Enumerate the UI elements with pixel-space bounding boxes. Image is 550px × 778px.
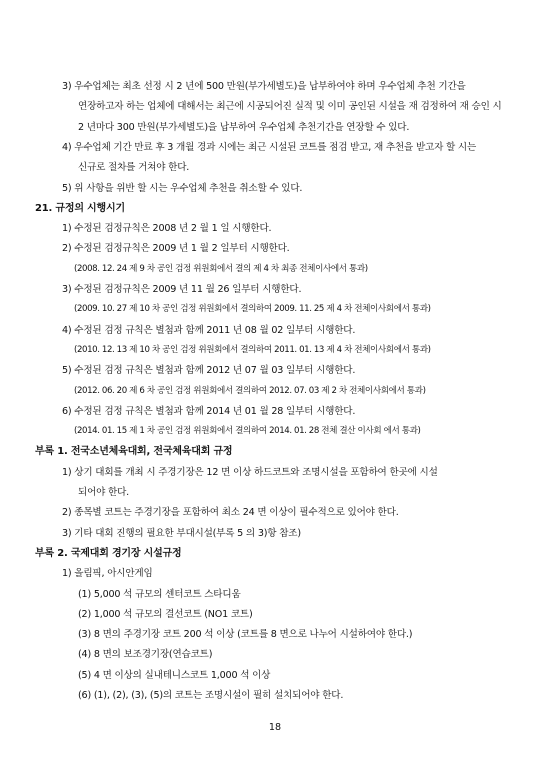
- text-line: (2) 1,000 석 규모의 결선코트 (NO1 코트): [78, 608, 253, 620]
- text-line: 2 년마다 300 만원(부가세별도)을 납부하여 우수업체 추천기간을 연장할 수 있다.: [78, 121, 410, 133]
- text-line: (5) 4 면 이상의 실내테니스코트 1,000 석 이상: [78, 669, 271, 681]
- text-line: 되어야 한다.: [78, 487, 130, 498]
- text-line: (6) (1), (2), (3), (5)의 코트는 조명시설이 필히 설치되어야 한다.: [78, 690, 344, 701]
- page-number: 18: [268, 722, 282, 733]
- text-line: (2012. 06. 20 제 6 차 공인 검정 위원회에서 결의하여 2012. 07. 03 제 2 차 전체이사회에서 통과): [74, 385, 426, 396]
- text-line: 3) 우수업체는 최초 선정 시 2 년에 500 만원(부가세별도)을 납부하여야 하며 우수업체 추천 기간을: [62, 81, 466, 92]
- text-line: 4) 우수업체 기간 만료 후 3 개월 경과 시에는 최근 시설된 코트를 점검 받고, 재 추천을 받고자 할 시는: [62, 141, 477, 153]
- text-line: 5) 수정된 검정 규칙은 별첨과 함께 2012 년 07 월 03 일부터 시행한다.: [62, 365, 356, 377]
- text-line: (2014. 01. 15 제 1 차 공인 검정 위원회에서 결의하여 2014. 01. 28 전체 결산 이사회 에서 통과): [74, 426, 421, 437]
- section-heading: 21. 규정의 시행시기: [35, 202, 125, 214]
- section-heading: 부록 1. 전국소년체육대회, 전국체육대회 규정: [35, 446, 233, 458]
- text-line: 2) 종목별 코트는 주경기장을 포함하여 최소 24 면 이상이 필수적으로 있어야 한다.: [62, 507, 399, 519]
- text-line: (4) 8 면의 보조경기장(연습코트): [78, 649, 213, 661]
- text-line: 5) 위 사항을 위반 할 시는 우수업체 추천을 취소할 수 있다.: [62, 182, 303, 194]
- text-line: (3) 8 면의 주경기장 코트 200 석 이상 (코트를 8 면으로 나누어 시설하여야 한다.): [78, 629, 413, 641]
- text-line: 6) 수정된 검정 규칙은 별첨과 함께 2014 년 01 월 28 일부터 시행한다.: [62, 405, 356, 417]
- text-line: (2010. 12. 13 제 10 차 공인 검정 위원회에서 결의하여 2011. 01. 13 제 4 차 전체이사회에서 통과): [74, 344, 431, 355]
- text-line: 1) 올림픽, 아시안게임: [62, 568, 153, 580]
- text-line: (1) 5,000 석 규모의 센터코트 스타디움: [78, 588, 241, 600]
- section-heading: 부록 2. 국제대회 경기장 시설규정: [35, 547, 182, 559]
- text-line: 연장하고자 하는 업체에 대해서는 최근에 시공되어진 실적 및 이미 공인된 시설을 재 검정하여 재 승인 시: [78, 101, 502, 113]
- text-line: 3) 기타 대회 진행의 필요한 부대시설(부록 5 의 3)항 참조): [62, 527, 301, 539]
- text-line: (2008. 12. 24 제 9 차 공인 검정 위원회에서 결의 제 4 차 최종 전체이사에서 통과): [74, 263, 368, 274]
- text-line: (2009. 10. 27 제 10 차 공인 검정 위원회에서 결의하여 2009. 11. 25 제 4 차 전체이사회에서 통과): [74, 304, 431, 315]
- text-line: 4) 수정된 검정 규칙은 별첨과 함께 2011 년 08 월 02 일부터 시행한다.: [62, 324, 356, 336]
- text-line: 1) 수정된 검정규칙은 2008 년 2 월 1 일 시행한다.: [62, 223, 272, 235]
- text-line: 1) 상기 대회를 개최 시 주경기장은 12 면 이상 하드코트와 조명시설을 포함하여 한곳에 시설: [62, 466, 438, 478]
- text-line: 신규로 절차를 거쳐야 한다.: [78, 162, 190, 174]
- text-line: 3) 수정된 검정규칙은 2009 년 11 월 26 일부터 시행한다.: [62, 284, 302, 295]
- text-line: 2) 수정된 검정규칙은 2009 년 1 월 2 일부터 시행한다.: [62, 243, 290, 255]
